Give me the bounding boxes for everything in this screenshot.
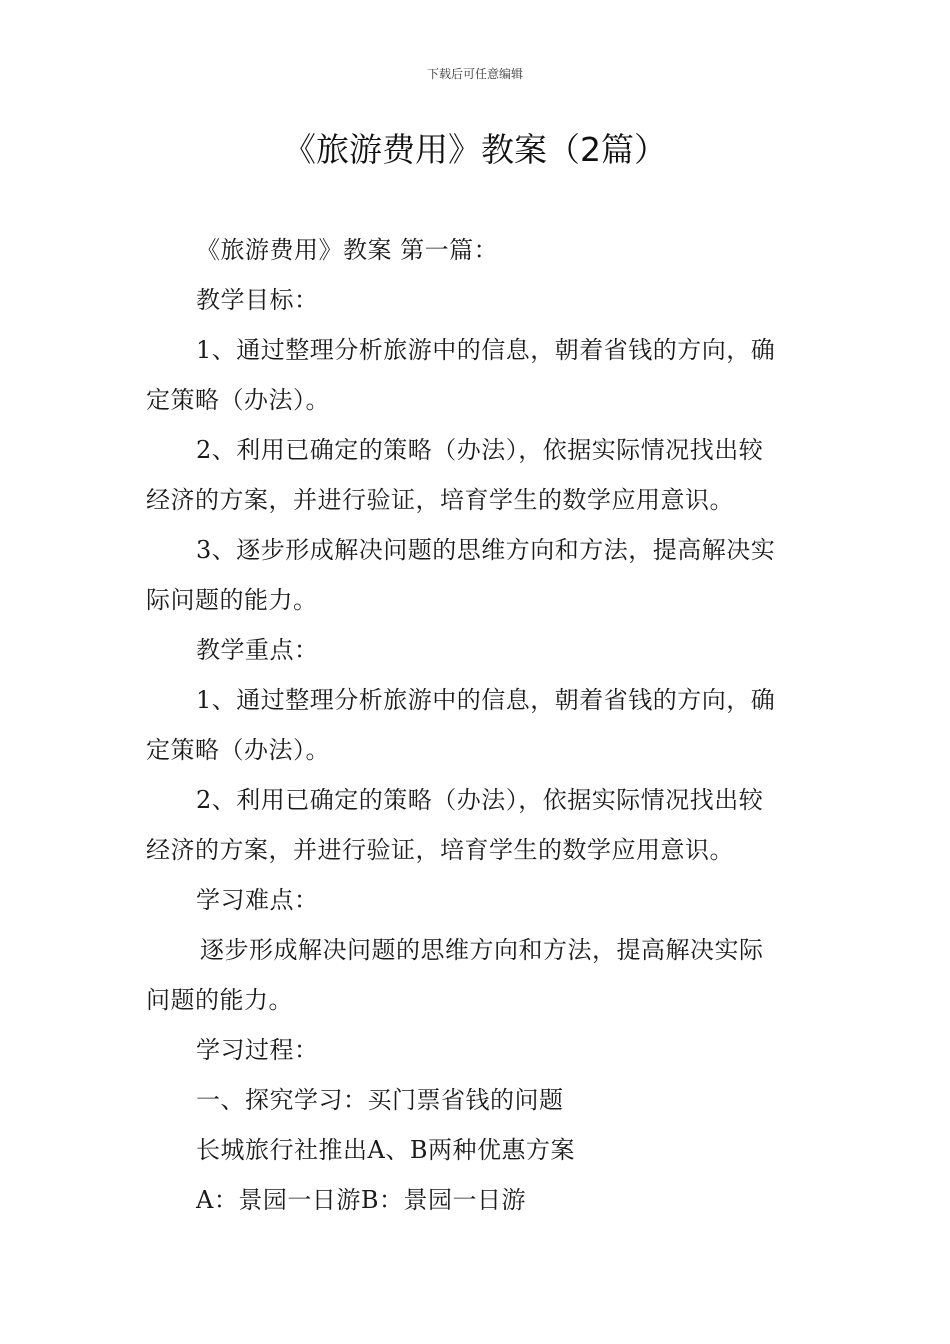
paragraph-line: 2、利用已确定的策略（办法），依据实际情况找出较 — [196, 436, 764, 464]
paragraph-line: 3、逐步形成解决问题的思维方向和方法，提高解决实 — [196, 536, 776, 564]
paragraph-line: 际问题的能力。 — [146, 586, 318, 614]
paragraph-line: 问题的能力。 — [146, 986, 293, 1014]
heading-learning-difficulty: 学习难点： — [196, 886, 319, 914]
document-title: 《旅游费用》教案（2篇） — [283, 130, 667, 169]
paragraph-line: 1、通过整理分析旅游中的信息，朝着省钱的方向，确 — [196, 336, 776, 364]
heading-teaching-goals: 教学目标： — [196, 286, 319, 314]
document-body — [146, 225, 810, 1225]
paragraph-line: 定策略（办法）。 — [146, 736, 330, 764]
paragraph-line: 一、探究学习：买门票省钱的问题 — [196, 1086, 564, 1114]
paragraph-line: 长城旅行社推出A、B两种优惠方案 — [196, 1136, 575, 1164]
section-heading-first: 《旅游费用》教案 第一篇： — [196, 236, 499, 264]
paragraph-line: 1、通过整理分析旅游中的信息，朝着省钱的方向，确 — [196, 686, 776, 714]
heading-teaching-focus: 教学重点： — [196, 636, 319, 664]
paragraph-line: 2、利用已确定的策略（办法），依据实际情况找出较 — [196, 786, 764, 814]
header-note: 下载后可任意编辑 — [426, 67, 523, 81]
paragraph-line: 经济的方案，并进行验证，培育学生的数学应用意识。 — [146, 836, 734, 864]
heading-learning-process: 学习过程： — [196, 1036, 319, 1064]
paragraph-line: 经济的方案，并进行验证，培育学生的数学应用意识。 — [146, 486, 734, 514]
paragraph-line: 逐步形成解决问题的思维方向和方法，提高解决实际 — [200, 936, 764, 964]
paragraph-line: A：景园一日游B：景园一日游 — [196, 1186, 526, 1214]
paragraph-line: 定策略（办法）。 — [146, 386, 330, 414]
